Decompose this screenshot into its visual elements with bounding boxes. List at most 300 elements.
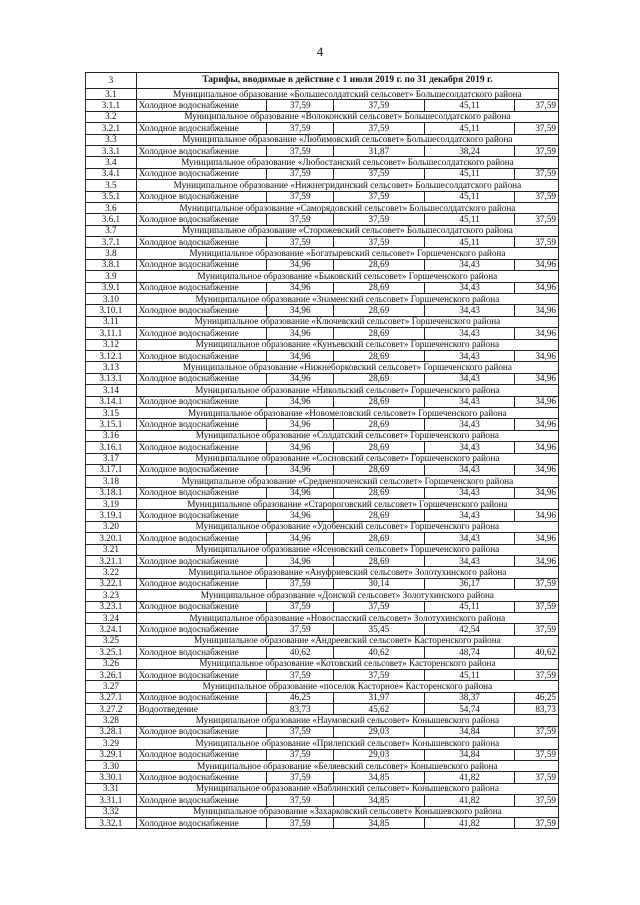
- tariff-row: [86, 464, 559, 475]
- row-code: 3.25: [86, 635, 137, 646]
- row-code: 3.26.1: [86, 669, 137, 680]
- tariff-value-3: 36,17: [424, 578, 515, 589]
- service-name: Холодное водоснабжение: [136, 373, 267, 384]
- tariff-value-2: 31,87: [333, 145, 424, 156]
- tariff-value-2: 31,97: [333, 692, 424, 703]
- row-code: 3.24.1: [86, 624, 137, 635]
- municipality-name: Муниципальное образование «Старороговский сельсовет» Горшеченского района: [136, 499, 558, 510]
- tariff-value-3: 34,43: [424, 328, 515, 339]
- row-code: 3.5.1: [86, 191, 137, 202]
- municipality-name: Муниципальное образование «Котовский сельсовет» Касторенского района: [136, 658, 558, 669]
- tariff-value-4: 34,96: [515, 556, 559, 567]
- tariff-value-2: 28,69: [333, 373, 424, 384]
- row-code: 3.30.1: [86, 772, 137, 783]
- tariff-value-4: 37,59: [515, 123, 559, 134]
- row-code: 3.20.1: [86, 533, 137, 544]
- tariff-value-4: 37,59: [515, 168, 559, 179]
- tariff-value-2: 28,69: [333, 510, 424, 521]
- municipality-row: [86, 271, 559, 282]
- row-code: 3.30: [86, 761, 137, 772]
- municipality-name: Муниципальное образование «Ключевский сельсовет» Горшеченского района: [136, 316, 558, 327]
- municipality-row: [86, 316, 559, 327]
- tariff-value-1: 46,25: [267, 692, 334, 703]
- tariff-value-1: 34,96: [267, 373, 334, 384]
- municipality-row: [86, 180, 559, 191]
- municipality-name: Муниципальное образование «Кунъевский сельсовет» Горшеченского района: [136, 339, 558, 350]
- tariff-value-1: 34,96: [267, 442, 334, 453]
- tariff-value-1: 37,59: [267, 601, 334, 612]
- tariff-row: [86, 168, 559, 179]
- tariff-value-4: 34,96: [515, 464, 559, 475]
- tariff-value-4: 34,96: [515, 419, 559, 430]
- tariff-row: [86, 578, 559, 589]
- service-name: Холодное водоснабжение: [136, 396, 267, 407]
- tariff-value-4: 37,59: [515, 669, 559, 680]
- row-code: 3.10: [86, 294, 137, 305]
- tariff-value-4: 37,59: [515, 237, 559, 248]
- table-header-row: [86, 73, 559, 89]
- row-code: 3.31: [86, 783, 137, 794]
- tariff-value-1: 34,96: [267, 419, 334, 430]
- row-code: 3.15: [86, 407, 137, 418]
- service-name: Холодное водоснабжение: [136, 259, 267, 270]
- tariff-value-1: 37,59: [267, 237, 334, 248]
- row-code: 3.28.1: [86, 726, 137, 737]
- row-code: 3.4.1: [86, 168, 137, 179]
- tariff-row: [86, 601, 559, 612]
- tariff-row: [86, 556, 559, 567]
- tariff-value-3: 34,43: [424, 442, 515, 453]
- row-code: 3.16: [86, 430, 137, 441]
- service-name: Холодное водоснабжение: [136, 305, 267, 316]
- row-code: 3.29: [86, 738, 137, 749]
- service-name: Холодное водоснабжение: [136, 601, 267, 612]
- tariff-value-4: 34,96: [515, 396, 559, 407]
- tariff-value-2: 37,59: [333, 669, 424, 680]
- service-name: Холодное водоснабжение: [136, 669, 267, 680]
- service-name: Холодное водоснабжение: [136, 328, 267, 339]
- tariff-value-2: 28,69: [333, 464, 424, 475]
- service-name: Холодное водоснабжение: [136, 100, 267, 111]
- row-code: 3.1.1: [86, 100, 137, 111]
- tariff-value-1: 34,96: [267, 396, 334, 407]
- row-code: 3.10.1: [86, 305, 137, 316]
- row-code: 3.14.1: [86, 396, 137, 407]
- municipality-row: [86, 612, 559, 623]
- service-name: Холодное водоснабжение: [136, 510, 267, 521]
- tariff-row: [86, 704, 559, 715]
- tariff-value-1: 37,59: [267, 214, 334, 225]
- row-code: 3.18: [86, 476, 137, 487]
- tariff-value-3: 34,43: [424, 510, 515, 521]
- municipality-name: Муниципальное образование «Волоконский сельсовет» Большесолдатского района: [136, 111, 558, 122]
- tariff-value-2: 37,59: [333, 100, 424, 111]
- municipality-row: [86, 681, 559, 692]
- municipality-row: [86, 635, 559, 646]
- row-code: 3.1: [86, 89, 137, 100]
- tariff-value-1: 37,59: [267, 100, 334, 111]
- tariff-value-1: 34,96: [267, 487, 334, 498]
- tariffs-table: [85, 72, 559, 829]
- row-code: 3.23: [86, 590, 137, 601]
- tariff-value-1: 34,96: [267, 533, 334, 544]
- municipality-row: [86, 658, 559, 669]
- tariff-value-4: 37,59: [515, 772, 559, 783]
- tariff-value-4: 34,96: [515, 442, 559, 453]
- service-name: Холодное водоснабжение: [136, 772, 267, 783]
- municipality-row: [86, 738, 559, 749]
- tariff-value-4: 34,96: [515, 350, 559, 361]
- municipality-row: [86, 89, 559, 100]
- tariff-value-1: 34,96: [267, 350, 334, 361]
- row-code: 3.16.1: [86, 442, 137, 453]
- municipality-name: Муниципальное образование «Андреевский сельсовет» Касторенского района: [136, 635, 558, 646]
- service-name: Холодное водоснабжение: [136, 237, 267, 248]
- tariff-row: [86, 442, 559, 453]
- tariff-value-2: 37,59: [333, 214, 424, 225]
- tariff-value-1: 37,59: [267, 624, 334, 635]
- tariff-row: [86, 749, 559, 760]
- municipality-name: Муниципальное образование «Знаменский сельсовет» Горшеченского района: [136, 294, 558, 305]
- service-name: Холодное водоснабжение: [136, 487, 267, 498]
- municipality-name: Муниципальное образование «Ануфриевский сельсовет» Золотухинского района: [136, 567, 558, 578]
- tariff-value-2: 30,14: [333, 578, 424, 589]
- tariff-row: [86, 669, 559, 680]
- tariff-value-1: 34,96: [267, 282, 334, 293]
- tariff-row: [86, 533, 559, 544]
- service-name: Холодное водоснабжение: [136, 350, 267, 361]
- service-name: Холодное водоснабжение: [136, 145, 267, 156]
- municipality-row: [86, 761, 559, 772]
- tariff-value-4: 34,96: [515, 487, 559, 498]
- service-name: Холодное водоснабжение: [136, 749, 267, 760]
- row-code: 3.22: [86, 567, 137, 578]
- row-code: 3.8.1: [86, 259, 137, 270]
- row-code: 3.11: [86, 316, 137, 327]
- tariff-value-2: 37,59: [333, 123, 424, 134]
- tariff-value-3: 38,24: [424, 145, 515, 156]
- municipality-name: Муниципальное образование «Быковский сельсовет» Горшеченского района: [136, 271, 558, 282]
- row-code: 3.13.1: [86, 373, 137, 384]
- tariff-value-3: 34,43: [424, 350, 515, 361]
- tariff-row: [86, 624, 559, 635]
- row-code: 3.15.1: [86, 419, 137, 430]
- row-code: 3.19.1: [86, 510, 137, 521]
- tariff-value-3: 38,37: [424, 692, 515, 703]
- tariff-value-4: 37,59: [515, 100, 559, 111]
- tariff-value-2: 28,69: [333, 487, 424, 498]
- tariff-row: [86, 259, 559, 270]
- tariff-value-1: 37,59: [267, 726, 334, 737]
- row-code: 3.32: [86, 806, 137, 817]
- row-code: 3.25.1: [86, 647, 137, 658]
- municipality-row: [86, 567, 559, 578]
- tariff-value-3: 45,11: [424, 123, 515, 134]
- municipality-name: Муниципальное образование «Ясеновский сельсовет» Горшеченского района: [136, 544, 558, 555]
- tariff-value-2: 28,69: [333, 442, 424, 453]
- municipality-name: Муниципальное образование «Прилепский сельсовет» Конышевского района: [136, 738, 558, 749]
- tariff-value-2: 37,59: [333, 191, 424, 202]
- tariff-value-2: 37,59: [333, 168, 424, 179]
- municipality-name: Муниципальное образование «Удобенский сельсовет» Горшеченского района: [136, 521, 558, 532]
- tariff-value-4: 37,59: [515, 795, 559, 806]
- tariffs-table-body: [86, 73, 559, 829]
- tariff-value-3: 45,11: [424, 168, 515, 179]
- tariff-value-2: 40,62: [333, 647, 424, 658]
- tariff-value-3: 34,43: [424, 373, 515, 384]
- service-name: Холодное водоснабжение: [136, 123, 267, 134]
- row-code: 3.11.1: [86, 328, 137, 339]
- tariff-value-3: 34,84: [424, 726, 515, 737]
- tariff-row: [86, 726, 559, 737]
- municipality-row: [86, 430, 559, 441]
- tariff-value-4: 46,25: [515, 692, 559, 703]
- tariff-value-2: 28,69: [333, 556, 424, 567]
- row-code: 3.28: [86, 715, 137, 726]
- municipality-name: Муниципальное образование «Солдатский сельсовет» Горшеченского района: [136, 430, 558, 441]
- tariff-row: [86, 419, 559, 430]
- tariff-value-3: 42,54: [424, 624, 515, 635]
- row-code: 3.32.1: [86, 818, 137, 829]
- tariff-value-4: 34,96: [515, 533, 559, 544]
- tariff-value-2: 34,85: [333, 772, 424, 783]
- tariff-value-1: 37,59: [267, 818, 334, 829]
- municipality-row: [86, 544, 559, 555]
- tariff-value-1: 37,59: [267, 123, 334, 134]
- municipality-row: [86, 476, 559, 487]
- service-name: Холодное водоснабжение: [136, 464, 267, 475]
- service-name: Холодное водоснабжение: [136, 168, 267, 179]
- tariff-row: [86, 692, 559, 703]
- tariff-value-2: 37,59: [333, 237, 424, 248]
- row-code: 3.2.1: [86, 123, 137, 134]
- tariff-row: [86, 191, 559, 202]
- tariff-value-1: 37,59: [267, 145, 334, 156]
- row-code: 3.5: [86, 180, 137, 191]
- municipality-name: Муниципальное образование «поселок Касторное» Касторенского района: [136, 681, 558, 692]
- tariff-value-1: 37,59: [267, 772, 334, 783]
- municipality-row: [86, 294, 559, 305]
- row-code: 3.8: [86, 248, 137, 259]
- tariff-value-3: 54,74: [424, 704, 515, 715]
- tariff-row: [86, 647, 559, 658]
- tariff-value-1: 37,59: [267, 749, 334, 760]
- municipality-row: [86, 339, 559, 350]
- row-code: 3.12: [86, 339, 137, 350]
- municipality-row: [86, 362, 559, 373]
- row-code: 3.6.1: [86, 214, 137, 225]
- municipality-row: [86, 590, 559, 601]
- row-code: 3.12.1: [86, 350, 137, 361]
- municipality-row: [86, 202, 559, 213]
- tariff-value-1: 34,96: [267, 510, 334, 521]
- tariff-row: [86, 123, 559, 134]
- tariff-value-3: 34,84: [424, 749, 515, 760]
- row-code: 3.27: [86, 681, 137, 692]
- municipality-row: [86, 225, 559, 236]
- tariff-row: [86, 305, 559, 316]
- service-name: Холодное водоснабжение: [136, 214, 267, 225]
- tariff-value-2: 28,69: [333, 419, 424, 430]
- row-code: 3.3.1: [86, 145, 137, 156]
- tariff-value-2: 28,69: [333, 396, 424, 407]
- tariff-value-1: 40,62: [267, 647, 334, 658]
- tariff-value-3: 48,74: [424, 647, 515, 658]
- service-name: Холодное водоснабжение: [136, 726, 267, 737]
- tariff-value-1: 37,59: [267, 795, 334, 806]
- municipality-name: Муниципальное образование «Нижнеборковский сельсовет» Горшеченского района: [136, 362, 558, 373]
- tariff-row: [86, 214, 559, 225]
- service-name: Холодное водоснабжение: [136, 419, 267, 430]
- tariff-value-2: 34,85: [333, 795, 424, 806]
- row-code: 3.31.1: [86, 795, 137, 806]
- municipality-row: [86, 499, 559, 510]
- tariff-value-4: 83,73: [515, 704, 559, 715]
- row-code: 3.19: [86, 499, 137, 510]
- municipality-row: [86, 715, 559, 726]
- service-name: Холодное водоснабжение: [136, 647, 267, 658]
- tariff-value-2: 34,85: [333, 818, 424, 829]
- tariff-value-3: 41,82: [424, 818, 515, 829]
- row-code: 3.13: [86, 362, 137, 373]
- tariff-value-2: 28,69: [333, 305, 424, 316]
- row-code: 3.21.1: [86, 556, 137, 567]
- tariff-value-4: 37,59: [515, 145, 559, 156]
- tariff-row: [86, 145, 559, 156]
- municipality-name: Муниципальное образование «Средненпоченский сельсовет» Горшеченского района: [136, 476, 558, 487]
- tariff-value-3: 41,82: [424, 772, 515, 783]
- tariff-value-3: 34,43: [424, 464, 515, 475]
- tariff-value-2: 28,69: [333, 259, 424, 270]
- tariff-value-3: 34,43: [424, 396, 515, 407]
- tariff-value-3: 45,11: [424, 601, 515, 612]
- row-code: 3.27.2: [86, 704, 137, 715]
- tariff-value-4: 34,96: [515, 305, 559, 316]
- municipality-name: Муниципальное образование «Наумовский сельсовет» Конышевского района: [136, 715, 558, 726]
- tariff-value-4: 40,62: [515, 647, 559, 658]
- tariff-value-4: 37,59: [515, 601, 559, 612]
- row-code: 3.14: [86, 385, 137, 396]
- tariff-row: [86, 282, 559, 293]
- municipality-row: [86, 407, 559, 418]
- tariff-row: [86, 487, 559, 498]
- tariff-value-1: 37,59: [267, 191, 334, 202]
- tariff-value-4: 37,59: [515, 578, 559, 589]
- municipality-name: Муниципальное образование «Богатыревский сельсовет» Горшеченского района: [136, 248, 558, 259]
- tariff-value-2: 28,69: [333, 282, 424, 293]
- row-code: 3.23.1: [86, 601, 137, 612]
- tariff-value-2: 29,03: [333, 749, 424, 760]
- service-name: Холодное водоснабжение: [136, 533, 267, 544]
- page-number: 4: [316, 44, 324, 59]
- row-code: 3.6: [86, 202, 137, 213]
- row-code: 3.17: [86, 453, 137, 464]
- tariff-value-3: 34,43: [424, 487, 515, 498]
- tariff-value-1: 34,96: [267, 556, 334, 567]
- municipality-name: Муниципальное образование «Ваблинский сельсовет» Конышевского района: [136, 783, 558, 794]
- tariff-row: [86, 350, 559, 361]
- row-code: 3.22.1: [86, 578, 137, 589]
- tariff-row: [86, 396, 559, 407]
- tariff-value-1: 37,59: [267, 168, 334, 179]
- row-code: 3.4: [86, 157, 137, 168]
- tariff-value-3: 34,43: [424, 533, 515, 544]
- municipality-name: Муниципальное образование «Любимовский сельсовет» Большесолдатского района: [136, 134, 558, 145]
- tariff-row: [86, 772, 559, 783]
- tariff-value-4: 34,96: [515, 259, 559, 270]
- row-code: 3.3: [86, 134, 137, 145]
- tariff-row: [86, 100, 559, 111]
- tariff-value-3: 45,11: [424, 237, 515, 248]
- tariff-value-2: 45,62: [333, 704, 424, 715]
- tariff-value-3: 45,11: [424, 214, 515, 225]
- tariff-value-3: 34,43: [424, 282, 515, 293]
- service-name: Холодное водоснабжение: [136, 442, 267, 453]
- tariff-value-3: 34,43: [424, 556, 515, 567]
- municipality-row: [86, 453, 559, 464]
- tariff-value-1: 83,73: [267, 704, 334, 715]
- tariff-value-4: 37,59: [515, 214, 559, 225]
- tariff-row: [86, 237, 559, 248]
- municipality-name: Муниципальное образование «Захарковский сельсовет» Конышевского района: [136, 806, 558, 817]
- municipality-name: Муниципальное образование «Сосновский сельсовет» Горшеченского района: [136, 453, 558, 464]
- municipality-row: [86, 783, 559, 794]
- row-code: 3.20: [86, 521, 137, 532]
- tariff-value-1: 34,96: [267, 328, 334, 339]
- tariff-value-1: 34,96: [267, 305, 334, 316]
- tariff-value-2: 28,69: [333, 350, 424, 361]
- tariff-value-3: 34,43: [424, 259, 515, 270]
- tariff-value-1: 37,59: [267, 669, 334, 680]
- municipality-name: Муниципальное образование «Нижнегридинский сельсовет» Большесолдатского района: [136, 180, 558, 191]
- row-code: 3.17.1: [86, 464, 137, 475]
- row-code: 3.29.1: [86, 749, 137, 760]
- tariff-value-4: 37,59: [515, 749, 559, 760]
- row-code: 3.21: [86, 544, 137, 555]
- tariff-row: [86, 373, 559, 384]
- tariff-value-3: 41,82: [424, 795, 515, 806]
- tariff-row: [86, 818, 559, 829]
- tariff-value-1: 34,96: [267, 464, 334, 475]
- municipality-name: Муниципальное образование «Донской сельсовет» Золотухинского района: [136, 590, 558, 601]
- tariff-value-1: 34,96: [267, 259, 334, 270]
- tariff-value-4: 34,96: [515, 373, 559, 384]
- service-name: Холодное водоснабжение: [136, 624, 267, 635]
- municipality-name: Муниципальное образование «Саморядовский сельсовет» Большесолдатского района: [136, 202, 558, 213]
- municipality-name: Муниципальное образование «Новоспасский сельсовет» Золотухинского района: [136, 612, 558, 623]
- header-code: 3: [86, 73, 137, 89]
- row-code: 3.24: [86, 612, 137, 623]
- tariff-value-2: 28,69: [333, 328, 424, 339]
- tariff-value-4: 34,96: [515, 282, 559, 293]
- municipality-name: Муниципальное образование «Новомеловский сельсовет» Горшеченского района: [136, 407, 558, 418]
- service-name: Холодное водоснабжение: [136, 692, 267, 703]
- municipality-name: Муниципальное образование «Сторожевский сельсовет» Большесолдатского района: [136, 225, 558, 236]
- row-code: 3.26: [86, 658, 137, 669]
- service-name: Холодное водоснабжение: [136, 282, 267, 293]
- tariff-value-4: 37,59: [515, 624, 559, 635]
- municipality-name: Муниципальное образование «Никольский сельсовет» Горшеченского района: [136, 385, 558, 396]
- row-code: 3.9.1: [86, 282, 137, 293]
- tariff-row: [86, 510, 559, 521]
- tariff-value-4: 37,59: [515, 191, 559, 202]
- tariff-value-4: 37,59: [515, 818, 559, 829]
- municipality-row: [86, 111, 559, 122]
- service-name: Холодное водоснабжение: [136, 191, 267, 202]
- row-code: 3.18.1: [86, 487, 137, 498]
- municipality-row: [86, 806, 559, 817]
- tariff-row: [86, 328, 559, 339]
